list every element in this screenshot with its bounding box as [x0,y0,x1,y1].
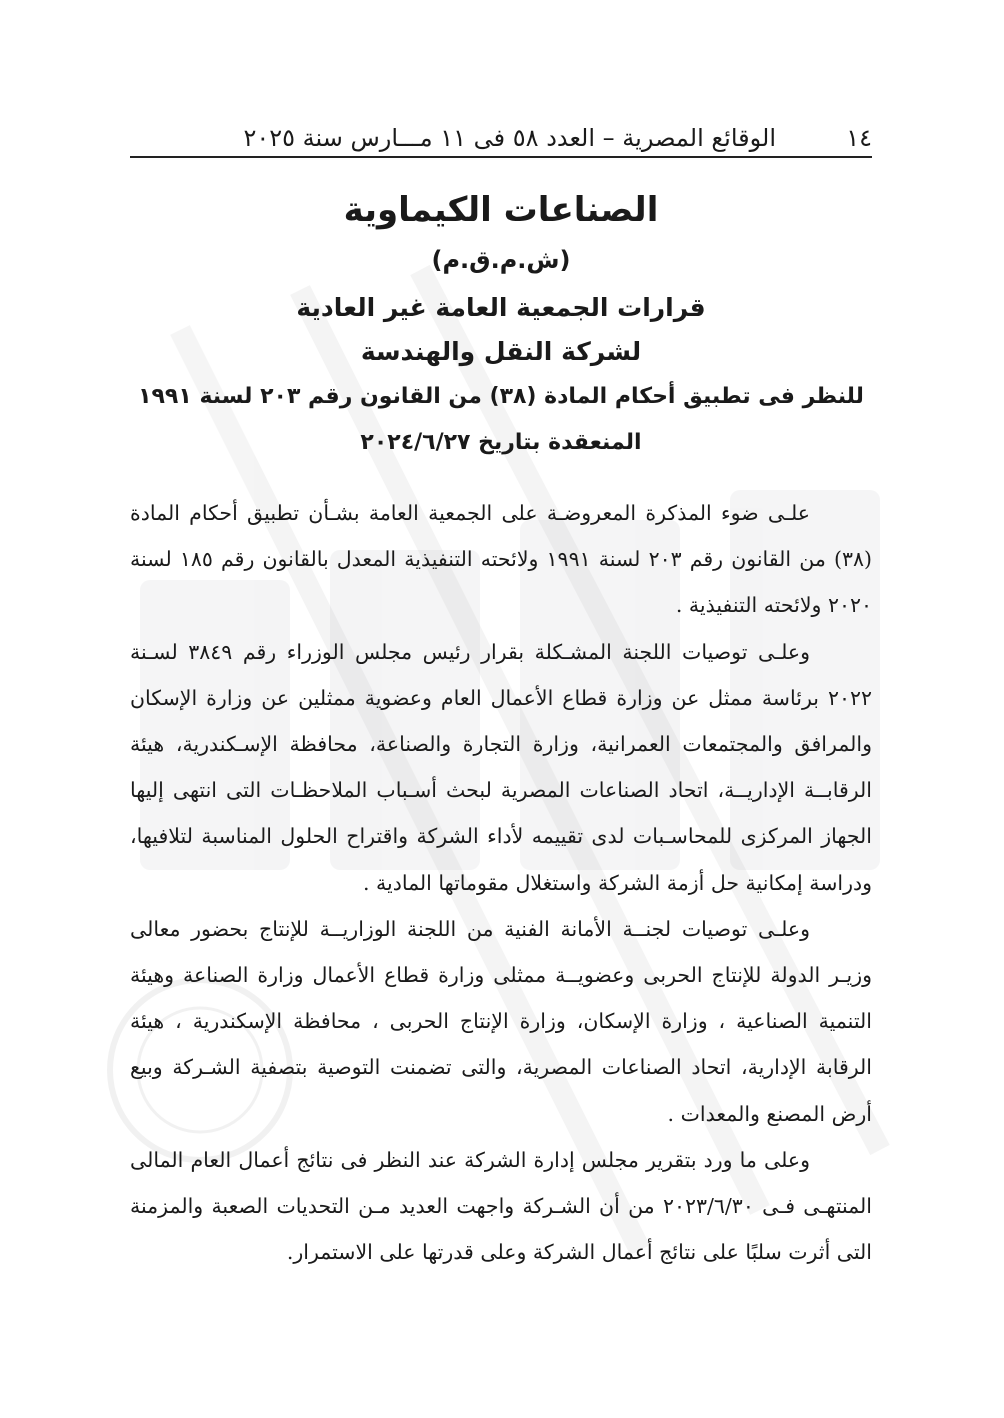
title-block [130,182,872,466]
main-title: الصناعات الكيماوية [343,190,659,230]
subtitle-purpose: للنظر فى تطبيق أحكام المادة (٣٨) من القانون رقم ٢٠٣ لسنة ١٩٩١ [138,384,864,409]
page-header [130,112,872,152]
paragraph: وعلـى توصيات لجنــة الأمانة الفنية من اللجنة الوزاريــة للإنتاج بحضور معالى وزيـر الدولة للإنتاج الحربى وعضويــة ممثلى وزارة قطاع الأعمال وزارة الصناعة وهيئة التنمية الصناعية ، وزارة الإسكان، وزارة الإنتاج الحربى ، محافظة الإسكندرية ، هيئة الرقابة الإدارية، اتحاد الصناعات المصرية، والتى تضمنت التوصية بتصفية الشـركة وبيع أرض المصنع والمعدات . [130,916,872,1126]
document-body [130,490,872,1275]
gazette-issue-title: الوقائع المصرية – العدد ٥٨ فى ١١ مـــارس سنة ٢٠٢٥ [243,124,776,152]
subtitle-date: المنعقدة بتاريخ ٢٠٢٤/٦/٢٧ [360,430,642,455]
paragraph: علـى ضوء المذكرة المعروضـة على الجمعية العامة بشـأن تطبيق أحكام المادة (٣٨) من القانون رقم ٢٠٣ لسنة ١٩٩١ ولائحته التنفيذية المعدل بالقانون رقم ١٨٥ لسنة ٢٠٢٠ ولائحته التنفيذية . [130,501,872,618]
subtitle-resolutions: قرارات الجمعية العامة غير العادية [296,293,706,322]
paragraph: وعلى ما ورد بتقرير مجلس إدارة الشركة عند النظر فى نتائج أعمال العام المالى المنتهـى فـى ٢٠٢٣/٦/٣٠ من أن الشـركة واجهت العديد مـن التحديات الصعبة والمزمنة التى أثرت سلبًا على نتائج أعمال الشركة وعلى قدرتها على الاستمرار. [130,1147,872,1265]
page-number: ١٤ [846,124,872,152]
subtitle-company: لشركة النقل والهندسة [360,337,642,366]
header-divider [130,156,872,158]
paragraph: وعلـى توصيات اللجنة المشـكلة بقرار رئيس مجلس الوزراء رقم ٣٨٤٩ لسـنة ٢٠٢٢ برئاسة ممثل عن وزارة قطاع الأعمال العام وعضوية ممثلين عن وزارة الإسكان والمرافق والمجتمعات العمرانية، وزارة التجارة والصناعة، محافظة الإسـكندرية، هيئة الرقابــة الإداريــة، اتحاد الصناعات المصرية لبحث أسـباب الملاحظـات التى انتهى إليها الجهاز المركزى للمحاسـبات لدى تقييمه لأداء الشركة واقتراح الحلول المناسبة لتلافيها، ودراسة إمكانية حل أزمة الشركة واستغلال مقوماتها المادية . [130,639,872,895]
company-abbreviation: (ش.م.ق.م) [431,246,571,274]
